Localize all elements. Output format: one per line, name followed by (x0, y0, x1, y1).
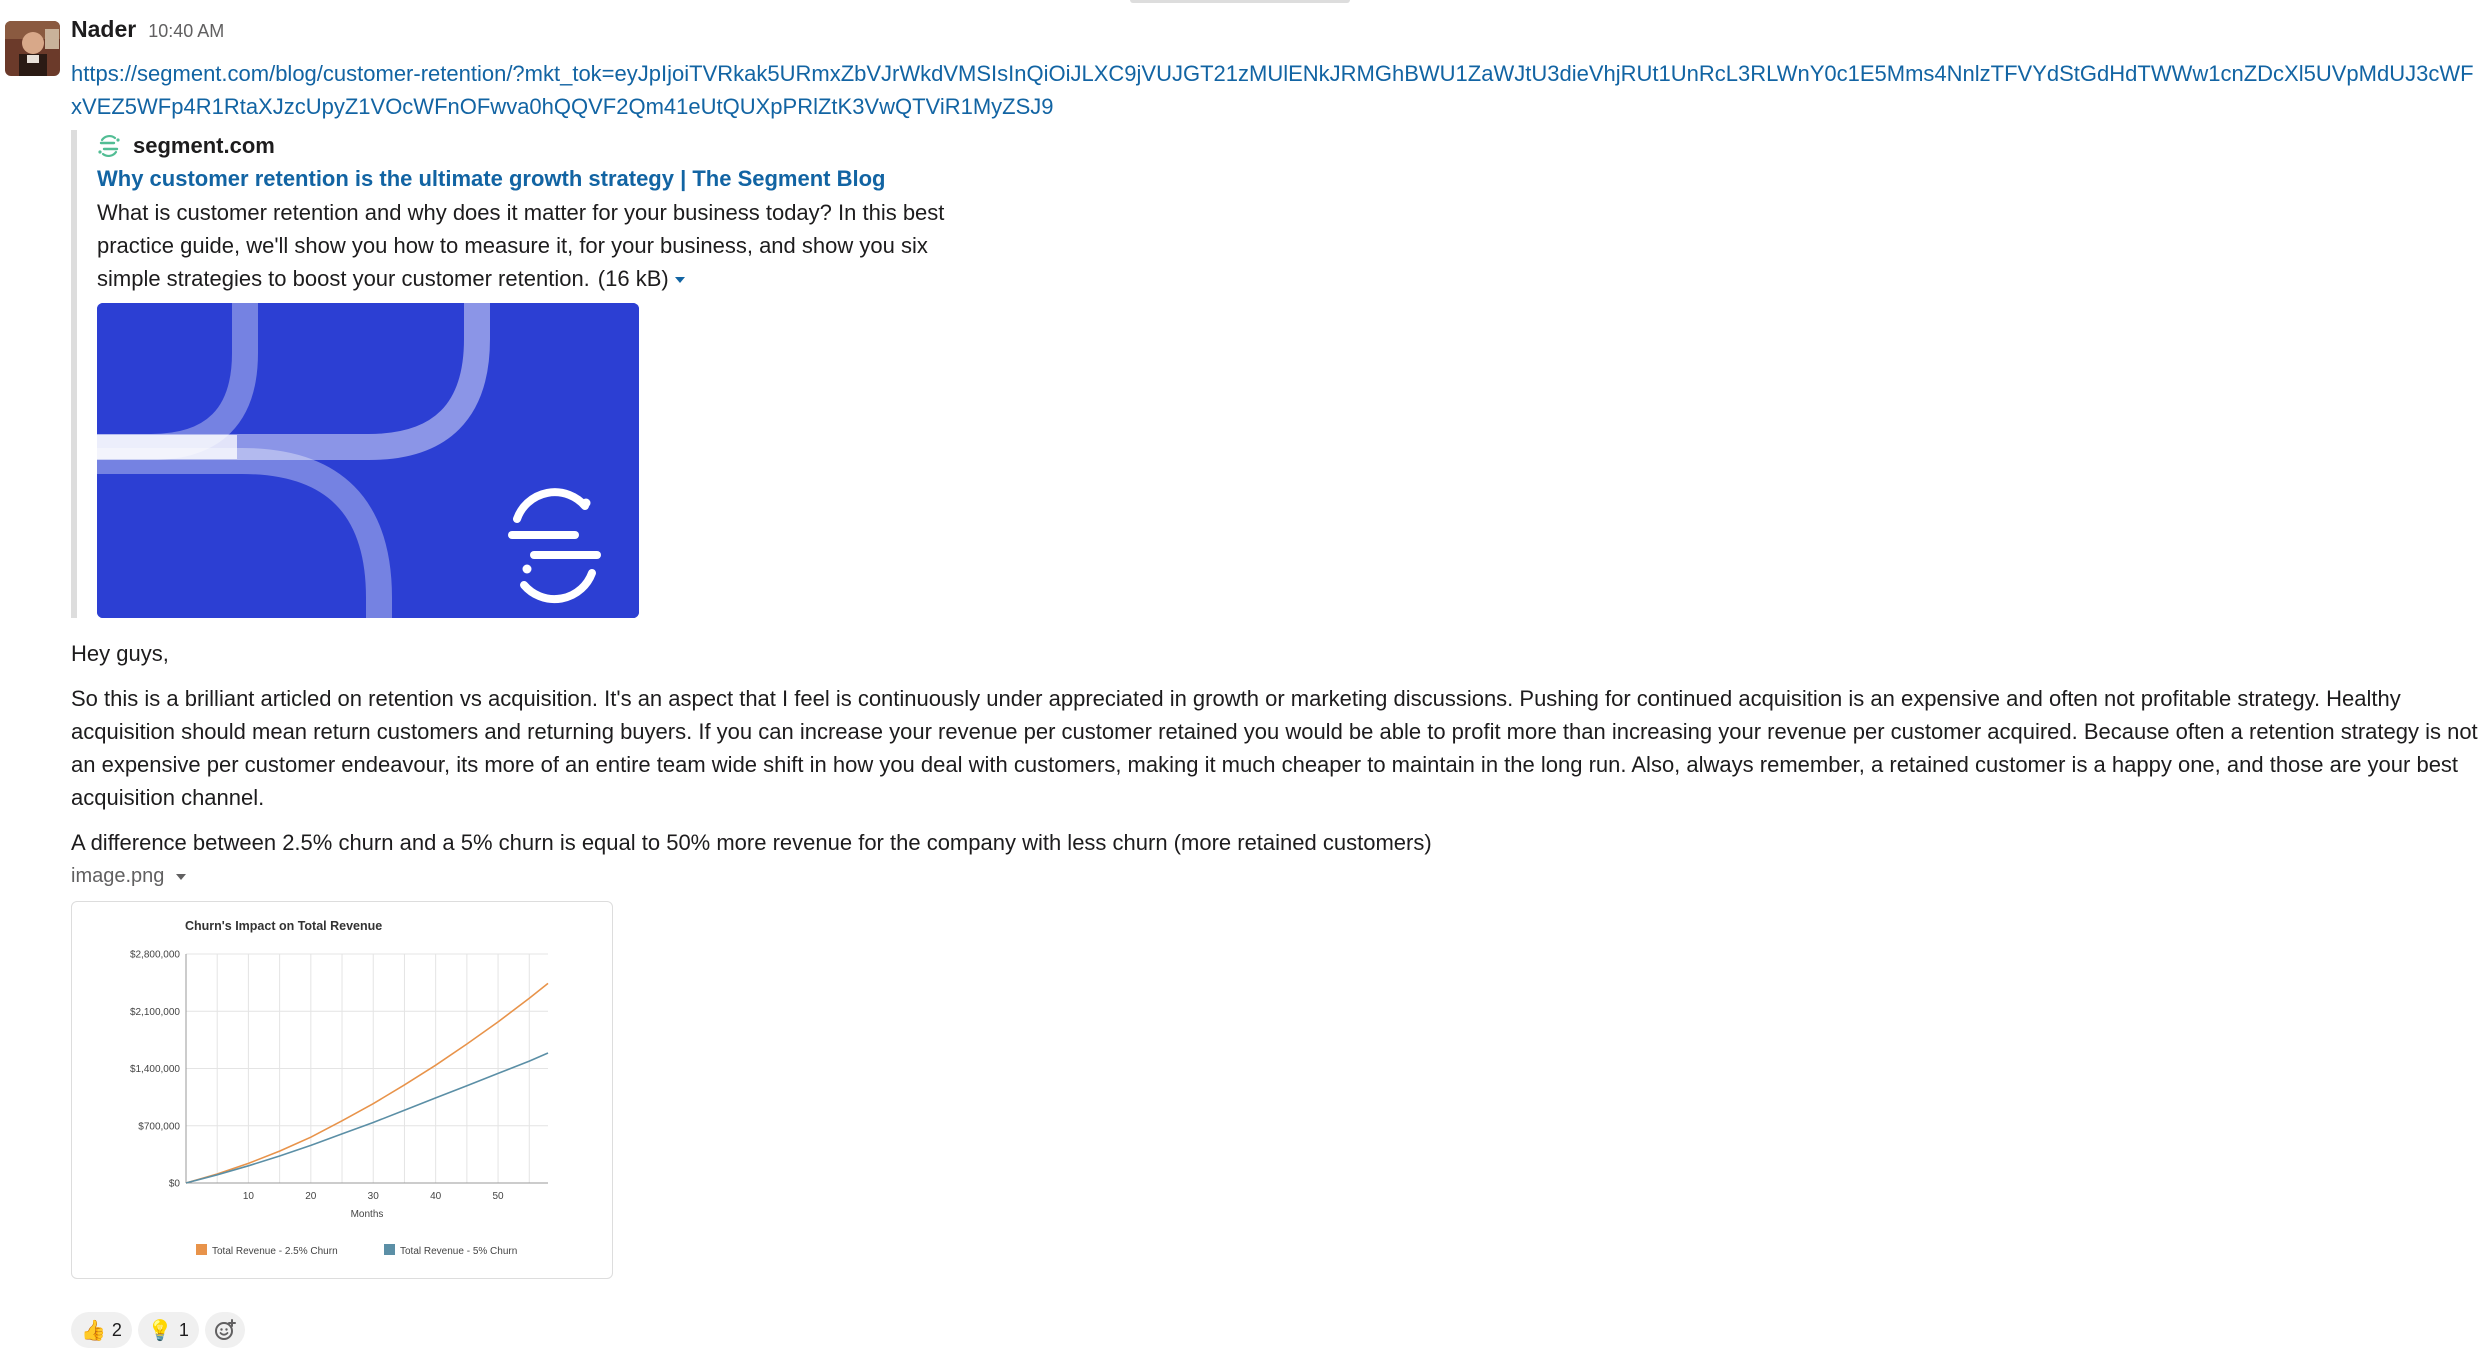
series-line-1 (186, 1053, 548, 1183)
link-preview-size: (16 kB) (597, 266, 669, 291)
legend-label: Total Revenue - 5% Churn (400, 1246, 518, 1257)
attachment-filename-text[interactable]: image.png (71, 865, 165, 887)
add-reaction-icon (213, 1318, 237, 1342)
x-tick-label: 50 (492, 1191, 504, 1202)
reaction-count: 1 (178, 1319, 189, 1340)
y-tick-label: $2,800,000 (129, 949, 180, 961)
light-bulb-icon: 💡 (147, 1319, 173, 1342)
x-axis-label: Months (350, 1209, 384, 1220)
message-paragraph: So this is a brilliant articled on retention vs acquisition. It's an aspect that I feel is continuously under appreciated in growth or marketing discussions. Pushing for continued acquisition is an expensive and often not profitable strategy. Healthy acquisition should mean return customers and returning buyers. If you can increase your revenue per customer retained you would be able to profit more than increasing your revenue per customer acquired. Because often a retention strategy is not an expensive per customer endeavour, its more of an entire team wide shift in how you deal with customers, making it much cheaper to maintain in the long run. Also, always remember, a retained customer is a happy one, and those are your best acquisition channel. (71, 686, 2478, 810)
chevron-down-icon[interactable] (675, 277, 685, 283)
reaction-thumbs-up[interactable] (71, 1312, 132, 1348)
message-header (71, 16, 2471, 52)
message-link[interactable]: https://segment.com/blog/customer-retention/?mkt_tok=eyJpIjoiTVRkak5URmxZbVJrWkdVMSIsInQiOiJLXC9jVUJGT21zMUlENkJRMGhBWU1ZaWJtU3dieVhjRUt1UnRcL3RLWnY0c1E5Mms4NnlzTFVYdStGdHdTWWw1cnZDcXl5UVpMdUJ3cWFxVEZ5WFp4R1RtaXJzcUpyZ1VOcWFnOFwva0hQQVF2Qm41eUtQUXpPRlZtK3VwQTViR1MyZSJ9 (71, 61, 2474, 119)
reaction-bulb[interactable] (138, 1312, 199, 1348)
x-tick-label: 20 (305, 1191, 317, 1202)
x-tick-label: 10 (242, 1191, 254, 1202)
thumbs-up-icon: 👍 (81, 1319, 106, 1342)
attachment-image[interactable] (71, 901, 613, 1279)
legend-label: Total Revenue - 2.5% Churn (212, 1246, 338, 1257)
message-paragraph-2: A difference between 2.5% churn and a 5% churn is equal to 50% more revenue for the company with less churn (more retained customers) (71, 830, 1432, 855)
x-tick-label: 30 (367, 1191, 379, 1202)
reaction-count: 2 (111, 1319, 122, 1340)
avatar[interactable] (5, 21, 60, 76)
message (71, 16, 2478, 1279)
add-reaction-button[interactable] (205, 1312, 245, 1348)
y-tick-label: $1,400,000 (129, 1064, 180, 1075)
link-preview-image[interactable] (97, 303, 639, 618)
link-preview-description-text: What is customer retention and why does it matter for your business today? In this best practice guide, we'll show you how to measure it, for your business, and show you six simple strategies to boost your customer retention. (97, 200, 945, 291)
logo-dot (582, 499, 591, 508)
chart-title: Churn's Impact on Total Revenue (185, 919, 383, 933)
x-tick-label: 40 (430, 1191, 442, 1202)
link-preview-description (97, 196, 997, 295)
author-name[interactable]: Nader (71, 16, 137, 42)
logo-dot (523, 565, 532, 574)
y-tick-label: $2,100,000 (129, 1006, 180, 1018)
link-preview-site-name: segment.com (133, 133, 275, 158)
attachment-filename[interactable] (71, 861, 2471, 891)
series-line-0 (186, 983, 548, 1183)
segment-logo-icon (97, 134, 121, 158)
timestamp[interactable]: 10:40 AM (148, 21, 225, 41)
reactions-bar (71, 1312, 245, 1348)
message-greeting: Hey guys, (71, 641, 169, 666)
legend-swatch (196, 1244, 207, 1255)
link-preview-title[interactable]: Why customer retention is the ultimate growth strategy | The Segment Blog (97, 166, 886, 191)
y-tick-label: $700,000 (138, 1121, 180, 1133)
legend-swatch (384, 1244, 395, 1255)
revenue-chart (72, 902, 612, 1278)
y-tick-label: $0 (168, 1178, 180, 1190)
link-preview-site (97, 130, 2471, 162)
chevron-down-icon[interactable] (176, 874, 186, 880)
link-preview (71, 130, 2471, 618)
top-scroll-indicator (1130, 0, 1350, 3)
